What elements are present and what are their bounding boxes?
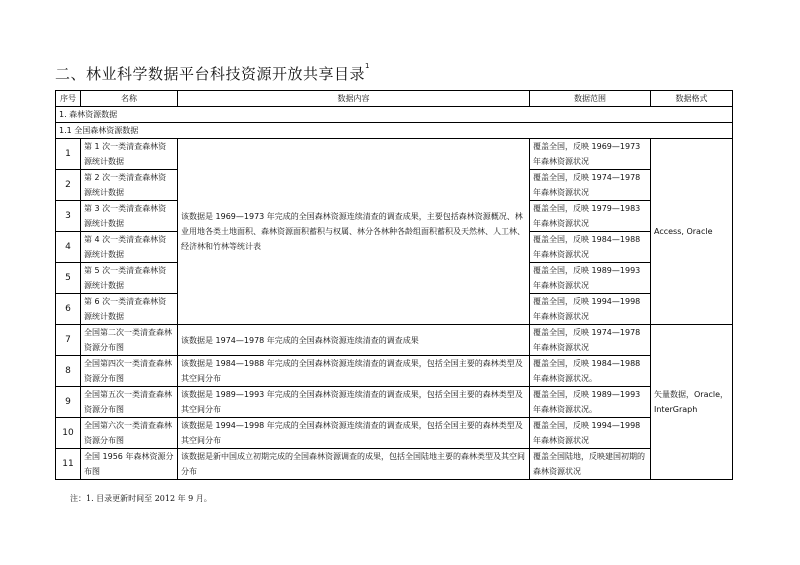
- title-text: 二、林业科学数据平台科技资源开放共享目录: [55, 65, 366, 83]
- title-footnote-mark: 1: [365, 62, 370, 70]
- row-format-merged: Access, Oracle: [651, 139, 733, 325]
- row-number: 5: [56, 263, 81, 294]
- header-row: [56, 91, 733, 107]
- row-range: 覆盖全国陆地，反映建国初期的森林资源状况: [530, 449, 651, 480]
- table-row: [56, 325, 733, 356]
- row-range: 覆盖全国，反映 1974—1978 年森林资源状况: [530, 170, 651, 201]
- table-row: [56, 139, 733, 170]
- row-name: 第 2 次一类清查森林资源统计数据: [81, 170, 178, 201]
- row-number: 2: [56, 170, 81, 201]
- row-content: 该数据是新中国成立初期完成的全国森林资源调查的成果，包括全国陆地主要的森林类型及其空间分布: [178, 449, 530, 480]
- row-name: 第 4 次一类清查森林资源统计数据: [81, 232, 178, 263]
- footnote: 注：1. 目录更新时间至 2012 年 9 月。: [70, 494, 212, 503]
- header-no: 序号: [56, 91, 81, 107]
- row-content: 该数据是 1974—1978 年完成的全国森林资源连续清查的调查成果: [178, 325, 530, 356]
- header-content: 数据内容: [178, 91, 530, 107]
- header-format: 数据格式: [651, 91, 733, 107]
- row-number: 8: [56, 356, 81, 387]
- row-content: 该数据是 1989—1993 年完成的全国森林资源连续清查的调查成果，包括全国主要的森林类型及其空间分布: [178, 387, 530, 418]
- row-name: 第 3 次一类清查森林资源统计数据: [81, 201, 178, 232]
- row-range: 覆盖全国，反映 1979—1983 年森林资源状况: [530, 201, 651, 232]
- row-number: 4: [56, 232, 81, 263]
- header-range: 数据范围: [530, 91, 651, 107]
- row-name: 全国第四次一类清查森林资源分布图: [81, 356, 178, 387]
- row-name: 全国 1956 年森林资源分布图: [81, 449, 178, 480]
- row-range: 覆盖全国，反映 1994—1998 年森林资源状况: [530, 418, 651, 449]
- row-number: 1: [56, 139, 81, 170]
- section-title: 1. 森林资源数据: [56, 107, 733, 123]
- row-number: 6: [56, 294, 81, 325]
- row-range: 覆盖全国，反映 1984—1988 年森林资源状况: [530, 232, 651, 263]
- subsection-row: [56, 123, 733, 139]
- row-range: 覆盖全国，反映 1974—1978 年森林资源状况: [530, 325, 651, 356]
- table-row: [56, 449, 733, 480]
- row-name: 第 6 次一类清查森林资源统计数据: [81, 294, 178, 325]
- row-number: 7: [56, 325, 81, 356]
- page-title: [55, 63, 370, 84]
- row-name: 全国第二次一类清查森林资源分布图: [81, 325, 178, 356]
- row-number: 3: [56, 201, 81, 232]
- row-content: 该数据是 1984—1988 年完成的全国森林资源连续清查的调查成果，包括全国主要的森林类型及其空间分布: [178, 356, 530, 387]
- table-row: [56, 418, 733, 449]
- section-row: [56, 107, 733, 123]
- row-content: 该数据是 1994—1998 年完成的全国森林资源连续清查的调查成果，包括全国主要的森林类型及其空间分布: [178, 418, 530, 449]
- row-content-merged: 该数据是 1969—1973 年完成的全国森林资源连续清查的调查成果，主要包括森林资源概况、林业用地各类土地面积、森林资源面积蓄积与权属、林分各林种各龄组面积蓄积及天然林、人工林、经济林和竹林等统计表: [178, 139, 530, 325]
- row-name: 第 5 次一类清查森林资源统计数据: [81, 263, 178, 294]
- subsection-title: 1.1 全国森林资源数据: [56, 123, 733, 139]
- row-name: 全国第五次一类清查森林资源分布图: [81, 387, 178, 418]
- table-row: [56, 387, 733, 418]
- row-number: 9: [56, 387, 81, 418]
- row-range: 覆盖全国，反映 1994—1998 年森林资源状况: [530, 294, 651, 325]
- row-range: 覆盖全国，反映 1984—1988 年森林资源状况。: [530, 356, 651, 387]
- row-number: 11: [56, 449, 81, 480]
- row-name: 全国第六次一类清查森林资源分布图: [81, 418, 178, 449]
- resource-table: [55, 90, 733, 480]
- row-range: 覆盖全国，反映 1989—1993 年森林资源状况。: [530, 387, 651, 418]
- row-range: 覆盖全国，反映 1989—1993 年森林资源状况: [530, 263, 651, 294]
- row-number: 10: [56, 418, 81, 449]
- row-range: 覆盖全国，反映 1969—1973 年森林资源状况: [530, 139, 651, 170]
- table-row: [56, 356, 733, 387]
- header-name: 名称: [81, 91, 178, 107]
- row-format-merged: 矢量数据，Oracle，InterGraph: [651, 325, 733, 480]
- row-name: 第 1 次一类清查森林资源统计数据: [81, 139, 178, 170]
